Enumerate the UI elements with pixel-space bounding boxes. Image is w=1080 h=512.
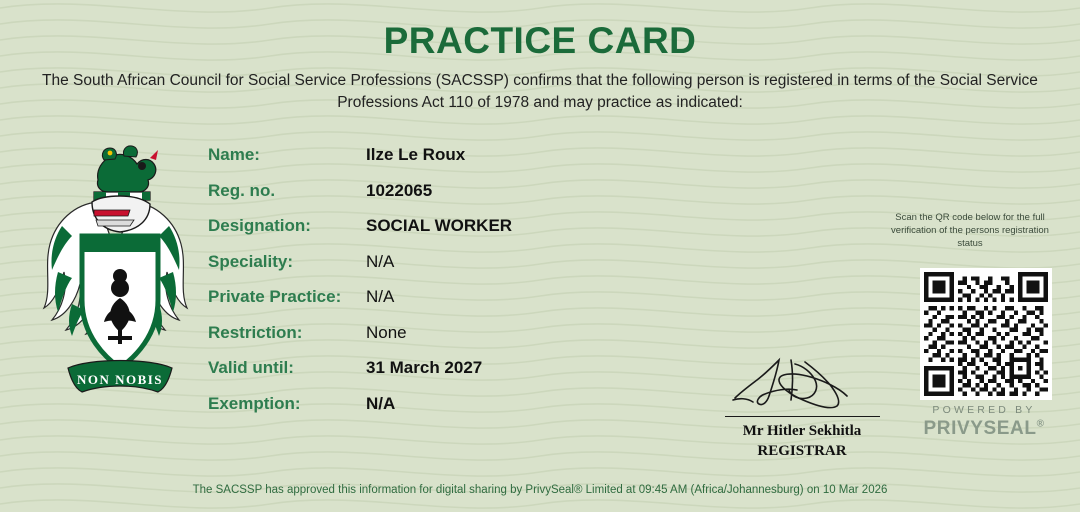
list-item: [208, 181, 678, 217]
field-label-speciality: Speciality:: [208, 251, 294, 271]
field-value-valid-until: 31 March 2027: [366, 358, 483, 377]
list-item: [208, 323, 678, 359]
field-label-valid-until: Valid until:: [208, 358, 294, 377]
list-item: [208, 252, 678, 288]
list-item: [208, 358, 678, 394]
powered-by-label: POWERED BY: [932, 404, 1036, 416]
crest-motto: NON NOBIS: [76, 372, 164, 387]
field-label-private-practice: Private Practice:: [208, 287, 342, 306]
privyseal-brand: [914, 418, 1054, 440]
signature-block: [712, 352, 892, 462]
field-value-name: Ilze Le Roux: [366, 145, 466, 164]
qr-instruction-text: Scan the QR code below for the full verification of the persons registration status: [891, 212, 1049, 249]
registered-mark: ®: [1036, 418, 1045, 430]
details-list: [208, 145, 678, 429]
list-item: [208, 145, 678, 181]
field-label-exemption: Exemption:: [208, 393, 301, 413]
qr-code[interactable]: [920, 268, 1052, 400]
list-item: [208, 216, 678, 252]
field-value-restriction: None: [366, 322, 407, 342]
list-item: [208, 394, 678, 430]
powered-by-privyseal: [914, 404, 1054, 440]
list-item: [208, 287, 678, 323]
registrar-role: REGISTRAR: [757, 443, 847, 460]
field-value-designation: SOCIAL WORKER: [366, 216, 513, 235]
intro-text: The South African Council for Social Service Professions (SACSSP) confirms that the following person is registered in terms of the Social Service Professions Act 110 of 1978 and may practice as indicated:: [42, 72, 1038, 112]
field-value-exemption: N/A: [366, 393, 396, 413]
handwritten-signature: [717, 352, 887, 414]
privyseal-brand-text: PRIVYSEAL: [923, 418, 1037, 439]
registrar-name: Mr Hitler Sekhitla: [742, 423, 862, 439]
sacssp-coat-of-arms-icon: [38, 140, 193, 405]
field-label-name: Name:: [208, 145, 260, 164]
field-value-reg-no: 1022065: [366, 180, 433, 200]
field-value-speciality: N/A: [366, 251, 395, 271]
field-label-reg-no: Reg. no.: [208, 180, 276, 200]
approval-footer: The SACSSP has approved this information for digital sharing by PrivySeal® Limited at 09:45 AM (Africa/Johannesburg) on 10 Mar 2026: [192, 484, 888, 496]
signature-line: [725, 416, 880, 417]
field-label-designation: Designation:: [208, 216, 311, 235]
field-value-private-practice: N/A: [366, 287, 395, 306]
page-title: PRACTICE CARD: [383, 20, 697, 61]
field-label-restriction: Restriction:: [208, 322, 303, 342]
